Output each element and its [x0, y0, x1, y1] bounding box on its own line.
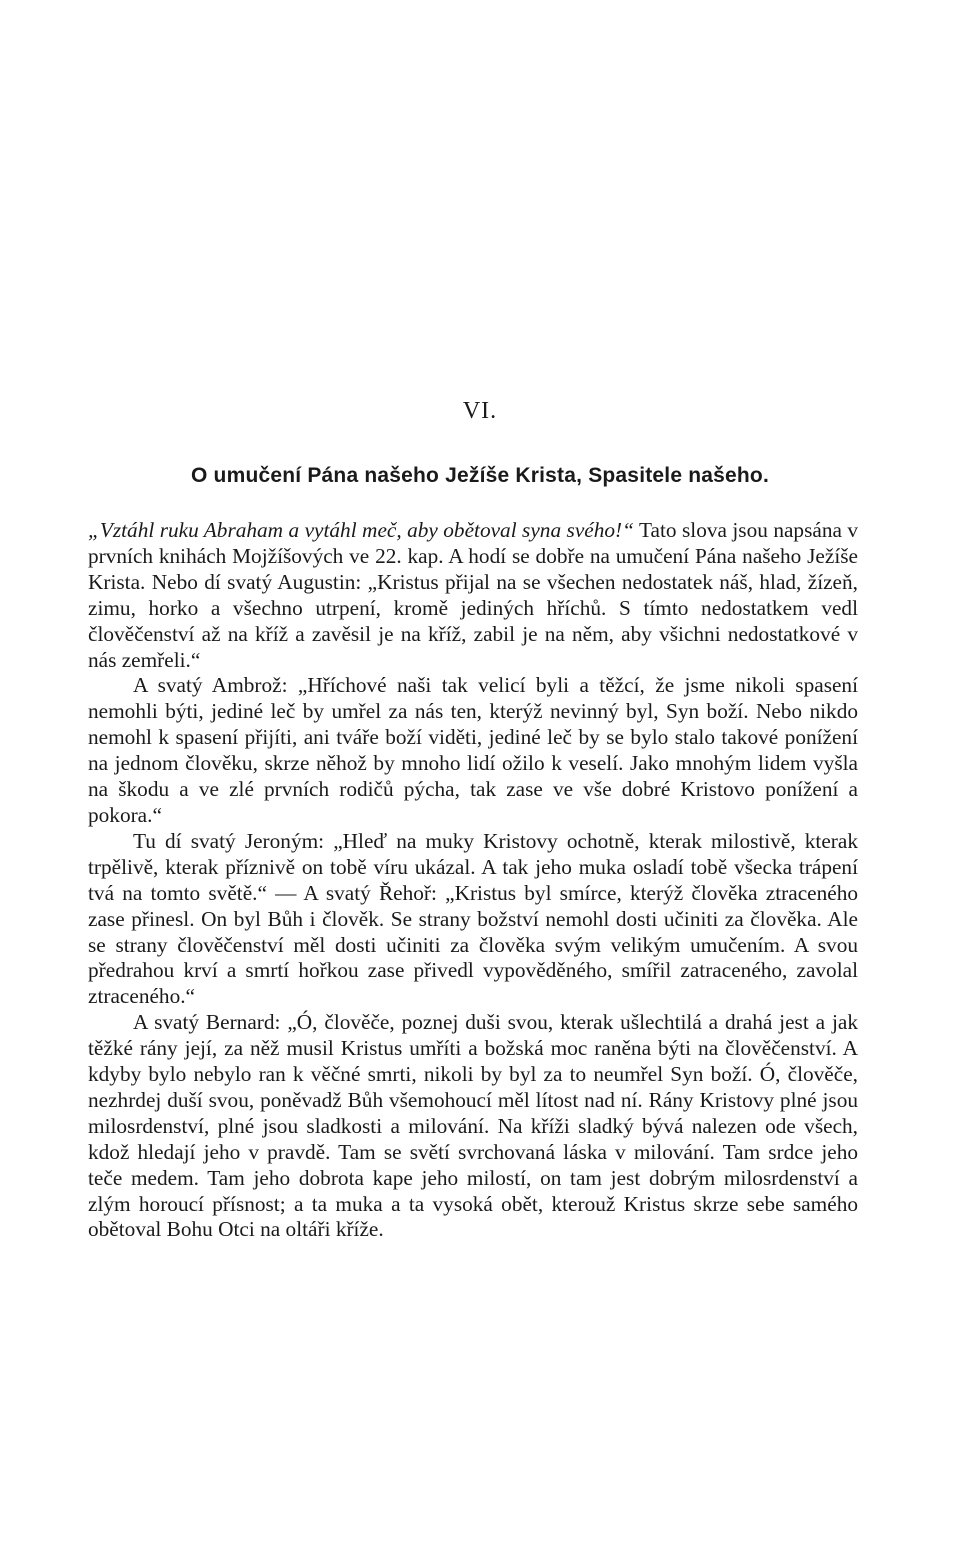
- chapter-title: O umučení Pána našeho Ježíše Krista, Spasitele našeho.: [190, 464, 769, 487]
- chapter-number: VI.: [462, 398, 498, 424]
- paragraph-1: [88, 518, 858, 673]
- body-text: [88, 518, 858, 1243]
- paragraph-4: A svatý Bernard: „Ó, člověče, poznej duši svou, kterak ušlechtilá a drahá jest a jak těžké rány její, za něž musil Kristus umříti a božská moc raněna býti na člověčenství. A kdyby bylo nebylo ran k věčné smrti, nikoli by byl za to neumřel Syn boží. Ó, člověče, nezhrdej duší svou, poněvadž Bůh všemohoucí měl lítost nad ní. Rány Kristovy plné jsou milosrdenství, plné jsou sladkosti a milování. Na kříži sladký bývá nalezen ode všech, kdož hledají jeho v pravdě. Tam se světí svrchovaná láska v milování. Tam srdce jeho teče medem. Tam jeho dobrota kape jeho milostí, on tam jest dobrým milosrdenství a zlým horoucí přísnost; a ta muka a ta vysoká obět, kterouž Kristus skrze sebe samého obětoval Bohu Otci na oltáři kříže.: [88, 1010, 858, 1242]
- paragraph-2: A svatý Ambrož: „Hříchové naši tak velicí byli a těžcí, že jsme nikoli spasení nemohli býti, jediné leč by umřel za nás ten, kterýž nevinný byl, Syn boží. Nebo nikdo nemohl k spasení přijíti, ani tváře boží viděti, jediné leč by se bylo stalo takové ponížení na jednom člověku, skrze něhož by mnoho lidí ožilo k veselí. Jako mnohým lidem vyšla na škodu a ve zlé prvních rodičů pýcha, tak zase ve vše dobré Kristovo ponížení a pokora.“: [88, 673, 858, 827]
- opening-quote: „Vztáhl ruku Abraham a vytáhl meč, aby obětoval syna svého!“: [88, 518, 634, 542]
- paragraph-1-text: Tato slova jsou napsána v prvních knihách Mojžíšových ve 22. kap. A hodí se dobře na umučení Pána našeho Ježíše Krista. Nebo dí svatý Augustin: „Kristus přijal na se všechen nedostatek náš, hlad, žízeň, zimu, horko a všechno utrpení, kromě jediných hříchů. S tímto nedostatkem vedl člověčenství až na kříž a zavěsil je na kříž, zabil je na něm, aby všichni nedostatkové v nás zemřeli.“: [88, 518, 858, 672]
- paragraph-3: Tu dí svatý Jeroným: „Hleď na muky Kristovy ochotně, kterak milostivě, kterak trpělivě, kterak příznivě on tobě víru ukázal. A tak jeho muka osladí tobě všecka trápení tvá na tomto světě.“ — A svatý Řehoř: „Kristus byl smírce, kterýž člověka ztraceného zase přinesl. On byl Bůh i člověk. Se strany božství nemohl dosti učiniti za člověka. Ale se strany člověčenství měl dosti učiniti za člověka svým velikým umučením. A svou předrahou krví a smrtí hořkou zase přivedl vypověděného, smířil zatraceného, zavolal ztraceného.“: [88, 828, 858, 1009]
